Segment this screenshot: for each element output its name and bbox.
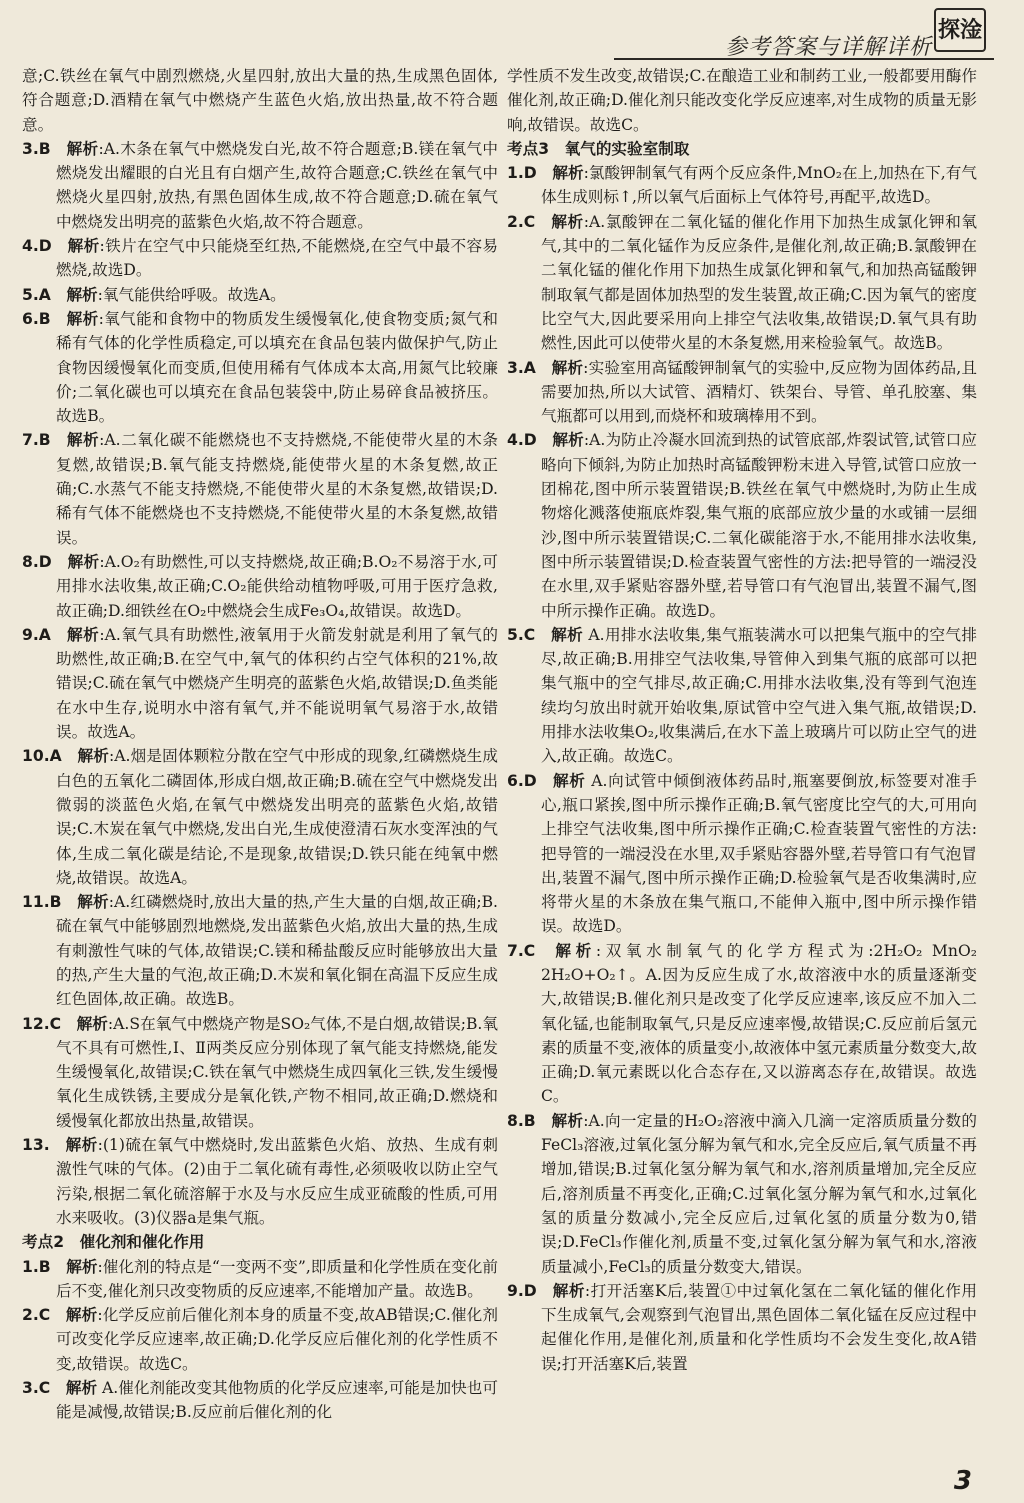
answer-item — [507, 769, 977, 939]
analysis-label: 解析 — [66, 139, 99, 158]
answer-text: :A.向一定量的H₂O₂溶液中滴入几滴一定溶质质量分数的FeCl₃溶液,过氧化氢分解为氧气和水,完全反应后,氧气质量不再增加,错误;B.过氧化氢分解为氧气和水,溶剂质量增加,完全反应后,溶剂质量不再变化,正确;C.过氧化氢分解为氧气和水,过氧化氢的质量分数减小,完全反应后,过氧化氢的质量分数为0,错误;D.FeCl₃作催化剂,质量不变,过氧化氢分解为氧气和水,溶液质量减小,FeCl₃的质量分数变大,错误。 — [541, 1111, 977, 1276]
answer-text: :A.为防止冷凝水回流到热的试管底部,炸裂试管,试管口应略向下倾斜,为防止加热时高锰酸钾粉末进入导管,试管口应放一团棉花,图中所示装置错误;B.铁丝在氧气中燃烧时,为防止生成物熔化溅落使瓶底炸裂,集气瓶的底部应放少量的水或铺一层细沙,图中所示装置错误;C.二氧化碳能溶于水,不能用排水法收集,图中所示装置错误;D.检查装置气密性的方法:把导管的一端浸没在水里,双手紧贴容器外壁,若导管口有气泡冒出,装置不漏气,图中所示操作正确。故选D。 — [541, 431, 977, 620]
answer-text: :实验室用高锰酸钾制氧气的实验中,反应物为固体药品,且需要加热,所以大试管、酒精灯、铁架台、导管、单孔胶塞、集气瓶都可以用到,而烧杯和玻璃棒用不到。 — [541, 358, 977, 426]
answer-text: :A.木条在氧气中燃烧发白光,故不符合题意;B.镁在氧气中燃烧发出耀眼的白光且有白烟产生,故符合题意;C.铁丝在氧气中燃烧火星四射,放热,有黑色固体生成,故不符合题意;D.硫在氧气中燃烧发出明亮的蓝紫色火焰,故不符合题意。 — [56, 139, 498, 231]
answer-number: 1.D — [507, 164, 537, 183]
answer-number: 5.C — [507, 625, 536, 644]
answer-number: 12.C — [22, 1014, 62, 1033]
analysis-label: 解析 — [77, 747, 109, 766]
answer-number: 4.D — [507, 431, 537, 450]
header-title: 参考答案与详解详析 — [724, 35, 932, 60]
analysis-label: 解析 — [552, 771, 586, 790]
answer-text: :双氧水制氧气的化学方程式为:2H₂O₂ MnO₂ 2H₂O+O₂↑。A.因为反应生成了水,故溶液中水的质量逐渐变大,故错误;B.催化剂只是改变了化学反应速率,该反应不加入二氧化锰,也能制取氧气,只是反应速率慢,故错误;C.反应前后氢元素的质量不变,液体的质量变小,故液体中氢元素质量分数变大,故正确;D.氧元素既以化合态存在,又以游离态存在,故错误。故选C。 — [541, 941, 977, 1106]
answer-item — [22, 1133, 498, 1230]
answer-item — [22, 234, 498, 283]
answer-number: 11.B — [22, 893, 62, 912]
answer-number: 10.A — [22, 747, 62, 766]
analysis-label: 解析 — [550, 212, 584, 231]
answer-text: :A.氯酸钾在二氧化锰的催化作用下加热生成氯化钾和氧气,其中的二氧化锰作为反应条件,是催化剂,故正确;B.氯酸钾在二氧化锰的催化作用下加热生成氯化钾和氧气,和加热高锰酸钾制取氧气都是固体加热型的发生装置,故正确;C.因为氧气的密度比空气大,因此要采用向上排空气法收集,故错误;D.氧气具有助燃性,因此可以使带火星的木条复燃,用来检验氧气。故选B。 — [541, 212, 977, 353]
analysis-label: 解析 — [66, 625, 100, 644]
answer-number: 9.A — [22, 625, 51, 644]
header-rule — [614, 58, 994, 60]
page-number: 3 — [953, 1466, 972, 1496]
answer-item — [22, 428, 498, 549]
answer-text: :A.烟是固体颗粒分散在空气中形成的现象,红磷燃烧生成白色的五氧化二磷固体,形成白烟,故正确;B.硫在空气中燃烧发出微弱的淡蓝色火焰,在氧气中燃烧发出明亮的蓝紫色火焰,故错误;C.木炭在氧气中燃烧,发出白光,生成使澄清石灰水变浑浊的气体,生成二氧化碳是结论,不是现象,故错误;D.铁只能在纯氧中燃烧,故错误。故选A。 — [56, 747, 498, 887]
answer-number: 6.D — [507, 771, 537, 790]
analysis-label: 解析 — [65, 1379, 98, 1398]
answer-text: :A.红磷燃烧时,放出大量的热,产生大量的白烟,故正确;B.硫在氧气中能够剧烈地燃烧,发出蓝紫色火焰,放出大量的热,生成有刺激性气味的气体,故错误;C.镁和稀盐酸反应时能够放出大量的热,产生大量的气泡,故正确;D.木炭和氧化铜在高温下反应生成红色固体,故正确。故选B。 — [56, 893, 498, 1009]
answer-item — [507, 428, 977, 622]
answer-item — [22, 64, 498, 137]
analysis-label: 解析 — [551, 1111, 584, 1130]
analysis-label: 解析 — [552, 431, 584, 450]
answer-text: 学性质不发生改变,故错误;C.在酿造工业和制药工业,一般都要用酶作催化剂,故正确;D.催化剂只能改变化学反应速率,对生成物的质量无影响,故错误。故选C。 — [507, 67, 977, 134]
analysis-label: 解析 — [66, 431, 100, 450]
answer-item — [22, 550, 498, 623]
answer-number: 2.C — [507, 212, 536, 231]
answer-item — [22, 137, 498, 234]
answer-number: 4.D — [22, 237, 52, 256]
analysis-label: 解析 — [66, 285, 98, 304]
answer-number: 3.A — [507, 358, 536, 377]
answer-text: :打开活塞K后,装置①中过氧化氢在二氧化锰的催化作用下生成氧气,会观察到气泡冒出,黑色固体二氧化锰在反应过程中起催化作用,是催化剂,质量和化学性质均不会发生变化,故A错误;打开活塞K后,装置 — [541, 1281, 977, 1373]
section-heading: 考点2 催化剂和催化作用 — [22, 1233, 205, 1252]
answer-item — [22, 1255, 498, 1304]
answer-text: :铁片在空气中只能烧至红热,不能燃烧,在空气中最不容易燃烧,故选D。 — [56, 237, 498, 280]
analysis-label: 解析 — [65, 1136, 98, 1155]
answer-number: 1.B — [22, 1257, 51, 1276]
analysis-label: 解析 — [67, 237, 100, 256]
answer-item — [507, 1279, 977, 1376]
right-column — [507, 64, 977, 1376]
answer-text: A.向试管中倾倒液体药品时,瓶塞要倒放,标签要对准手心,瓶口紧挨,图中所示操作正确;B.氧气密度比空气的大,可用向上排空气法收集,图中所示操作正确;C.检查装置气密性的方法:把导管的一端浸没在水里,双手紧贴容器外壁,若导管口有气泡冒出,装置不漏气,图中所示操作正确;D.检验氧气是否收集满时,应将带火星的木条放在集气瓶口,不能伸入瓶中,图中所示操作错误。故选D。 — [541, 771, 977, 936]
answer-item — [22, 307, 498, 428]
answer-text: :A.S在氧气中燃烧产物是SO₂气体,不是白烟,故错误;B.氧气不具有可燃性,Ⅰ、Ⅱ两类反应分别体现了氧气能支持燃烧,能发生缓慢氧化,故错误;C.铁在氧气中燃烧生成四氧化三铁,发生缓慢氧化生成铁锈,主要成分是氧化铁,产物不相同,故正确;D.燃烧和缓慢氧化都放出热量,故错误。 — [56, 1014, 498, 1130]
section-heading: 考点3 氧气的实验室制取 — [507, 139, 690, 158]
answer-item — [22, 890, 498, 1011]
answer-number: 7.B — [22, 431, 51, 450]
analysis-label: 解析 — [551, 358, 584, 377]
analysis-label: 解析 — [552, 164, 584, 183]
analysis-label: 解析 — [66, 309, 99, 328]
answer-text: :氯酸钾制氧气有两个反应条件,MnO₂在上,加热在下,有气体生成则标↑,所以氧气后面标上气体符号,再配平,故选D。 — [541, 164, 977, 207]
answer-text: :(1)硫在氧气中燃烧时,发出蓝紫色火焰、放热、生成有刺激性气味的气体。(2)由于二氧化硫有毒性,必须吸收以防止空气污染,根据二氧化硫溶解于水及与水反应生成亚硫酸的性质,可用水来吸收。(3)仪器a是集气瓶。 — [56, 1136, 498, 1227]
answer-item — [22, 1303, 498, 1376]
answer-item — [22, 1376, 498, 1425]
answer-number: 3.C — [22, 1379, 51, 1398]
answer-text: :A.二氧化碳不能燃烧也不支持燃烧,不能使带火星的木条复燃,故错误;B.氧气能支持燃烧,能使带火星的木条复燃,故正确;C.水蒸气不能支持燃烧,不能使带火星的木条复燃,故错误;D.稀有气体不能燃烧也不支持燃烧,不能使带火星的木条复燃,故错误。 — [56, 431, 498, 547]
analysis-label: 解析 — [76, 1014, 108, 1033]
answer-text: :氧气能和食物中的物质发生缓慢氧化,使食物变质;氮气和稀有气体的化学性质稳定,可以填充在食品包装内做保护气,防止食物因缓慢氧化而变质,但使用稀有气体成本太高,用氮气比较廉价;二氧化碳也可以填充在食品包装袋中,防止易碎食品被挤压。故选B。 — [56, 309, 498, 426]
left-column — [22, 64, 498, 1425]
answer-number: 7.C — [507, 941, 536, 960]
answer-number: 5.A — [22, 285, 51, 304]
analysis-label: 解析 — [67, 552, 100, 571]
answer-item — [507, 356, 977, 429]
answer-item — [507, 939, 977, 1109]
answer-number: 13. — [22, 1136, 50, 1155]
answer-item — [507, 210, 977, 356]
answer-item — [507, 64, 977, 137]
answer-number: 2.C — [22, 1306, 51, 1325]
answer-number: 3.B — [22, 139, 51, 158]
answer-text: :A.氧气具有助燃性,液氧用于火箭发射就是利用了氧气的助燃性,故正确;B.在空气中,氧气的体积约占空气体积的21%,故错误;C.硫在氧气中燃烧产生明亮的蓝紫色火焰,故错误;D.鱼类能在水中生存,说明水中溶有氧气,并不能说明氧气易溶于水,故错误。故选A。 — [56, 625, 498, 742]
answer-item — [22, 283, 498, 307]
answer-number: 8.D — [22, 552, 52, 571]
answer-text: :A.O₂有助燃性,可以支持燃烧,故正确;B.O₂不易溶于水,可用排水法收集,故正确;C.O₂能供给动植物呼吸,可用于医疗急救,故正确;D.细铁丝在O₂中燃烧会生成Fe₃O₄,故错误。故选D。 — [56, 552, 498, 620]
analysis-label: 解析 — [66, 1257, 98, 1276]
answer-text: A.用排水法收集,集气瓶装满水可以把集气瓶中的空气排尽,故正确;B.用排空气法收集,导管伸入到集气瓶的底部可以把集气瓶中的空气排尽,故正确;C.用排水法收集,没有等到气泡连续均匀放出时就开始收集,原试管中空气进入集气瓶,故错误;D.用排水法收集O₂,收集满后,在水下盖上玻璃片可以防止空气的进入,故正确。故选C。 — [541, 625, 977, 766]
analysis-label: 解析 — [77, 893, 109, 912]
answer-item — [22, 1012, 498, 1133]
answer-item — [507, 1109, 977, 1279]
analysis-label: 解析 — [550, 625, 584, 644]
answer-text: A.催化剂能改变其他物质的化学反应速率,可能是加快也可能是减慢,故错误;B.反应前后催化剂的化 — [56, 1379, 498, 1422]
answer-item — [507, 623, 977, 769]
answer-text: 意;C.铁丝在氧气中剧烈燃烧,火星四射,放出大量的热,生成黑色固体,符合题意;D.酒精在氧气中燃烧产生蓝色火焰,放出热量,故不符合题意。 — [22, 67, 498, 134]
answer-text: :氧气能供给呼吸。故选A。 — [97, 285, 286, 304]
page-header — [0, 0, 1024, 62]
answer-text: :化学反应前后催化剂本身的质量不变,故AB错误;C.催化剂可改变化学反应速率,故正确;D.化学反应后催化剂的化学性质不变,故错误。故选C。 — [56, 1306, 498, 1373]
answer-number: 6.B — [22, 309, 51, 328]
answer-number: 8.B — [507, 1111, 536, 1130]
answer-number: 9.D — [507, 1281, 537, 1300]
analysis-label: 解析 — [552, 1281, 585, 1300]
analysis-label: 解析 — [550, 941, 596, 960]
brand-logo: 探淦 — [934, 8, 986, 52]
analysis-label: 解析 — [65, 1306, 98, 1325]
answer-item — [22, 623, 498, 744]
answer-item — [507, 161, 977, 210]
answer-text: :催化剂的特点是“一变两不变”,即质量和化学性质在变化前后不变,催化剂只改变物质的反应速率,不能增加产量。故选B。 — [56, 1257, 498, 1300]
answer-item — [22, 744, 498, 890]
